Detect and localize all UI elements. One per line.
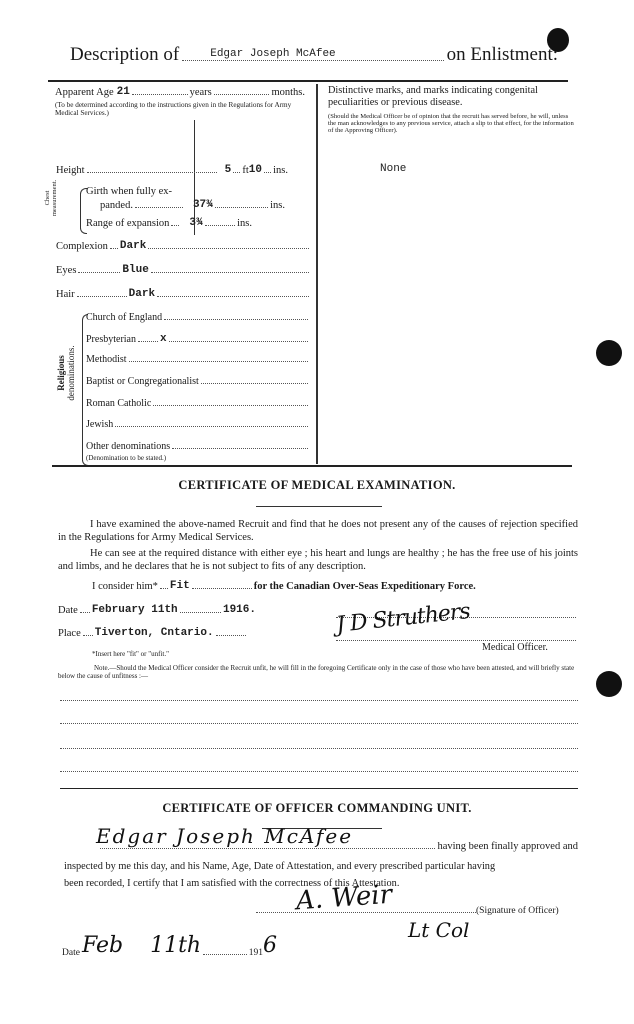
- girth-ins-dots: [215, 207, 268, 208]
- eyes-value: Blue: [122, 264, 149, 276]
- place-dots-b: [216, 635, 246, 636]
- recruit-name: Edgar Joseph McAfee: [210, 48, 336, 60]
- officer-signature: A. Weir: [295, 879, 393, 917]
- hair-label: Hair: [56, 289, 75, 300]
- officer-year-suffix: 6: [263, 933, 277, 958]
- range-dots: [171, 225, 179, 226]
- religion-label: Other denominations: [86, 441, 171, 452]
- date-dots-a: [80, 612, 90, 613]
- officer-line-1: [98, 841, 578, 852]
- religion-row: [86, 398, 310, 409]
- hair-row: [56, 288, 311, 300]
- religion-row: [86, 376, 310, 387]
- punch-hole-bottom: [596, 671, 622, 697]
- religion-dots: [153, 405, 308, 406]
- religion-dots: [164, 319, 308, 320]
- girth-label-2: panded.: [100, 200, 133, 211]
- medical-paragraph-2: He can see at the required distance with either eye ; his heart and lungs are healthy ; he has the free use of his joints and limbs, and he declares that he is not subject to fits of any description.: [58, 548, 578, 572]
- religion-row: [86, 419, 310, 430]
- fitness-row: [92, 580, 572, 592]
- medical-date-label: Date: [58, 605, 78, 616]
- religion-side-label-1: Religious: [56, 355, 66, 391]
- title-prefix: Description of: [70, 44, 180, 65]
- months-label: months.: [271, 87, 306, 98]
- date-dots-b: [180, 612, 221, 613]
- officer-date-row: [62, 933, 277, 958]
- consider-label: I consider him*: [92, 581, 158, 592]
- age-value: 21: [116, 86, 130, 98]
- range-ins-label: ins.: [237, 218, 252, 229]
- medical-date-value: February 11th: [91, 604, 178, 616]
- range-ins-dots: [205, 225, 236, 226]
- medical-place-label: Place: [58, 628, 81, 639]
- name-dots: [100, 848, 435, 849]
- height-ins-label: ins.: [273, 165, 289, 176]
- medical-date-row: [58, 604, 256, 616]
- complexion-row: [56, 240, 311, 252]
- age-dots: [132, 94, 188, 95]
- age-row: [55, 86, 305, 98]
- hair-dots-b: [157, 296, 309, 297]
- hair-value: Dark: [128, 288, 156, 300]
- page-title: [70, 44, 558, 66]
- religion-dots: [201, 383, 308, 384]
- distinctive-marks-value: None: [380, 163, 407, 175]
- religion-dots: [172, 448, 308, 449]
- range-value: 3¾: [189, 217, 203, 229]
- eyes-dots-a: [78, 272, 120, 273]
- religion-row: [86, 441, 310, 452]
- religion-label: Church of England: [86, 312, 163, 323]
- officer-year-prefix: 191: [248, 948, 263, 958]
- recruit-signature: Edgar Joseph McAfee: [96, 824, 354, 848]
- unfit-note: Note.—Should the Medical Officer consider the Recruit unfit, he will fill in the foregoing Certificate only in the case of those who have been attested, and will briefly state below the cause of unfitness :—: [58, 664, 575, 680]
- ft-label: ft: [242, 165, 249, 176]
- punch-hole-middle: [596, 340, 622, 366]
- religion-row: [86, 333, 310, 345]
- insert-note: *Insert here "fit" or "unfit.": [92, 650, 169, 658]
- religion-mark: x: [160, 333, 167, 345]
- officer-date-dots: [203, 954, 247, 955]
- force-label: for the Canadian Over-Seas Expeditionary Force.: [253, 581, 476, 592]
- column-divider: [316, 84, 318, 464]
- medical-officer-signature: J D Struthers: [335, 599, 471, 638]
- religion-side-label-2: denominations.: [66, 345, 76, 401]
- unfitness-line: [60, 771, 578, 772]
- range-label: Range of expansion: [86, 218, 170, 229]
- medical-title-rule: [256, 506, 382, 507]
- other-denomination-note: (Denomination to be stated.): [86, 454, 167, 462]
- religion-row: [86, 354, 310, 365]
- religion-label: Jewish: [86, 419, 114, 430]
- medical-signature-line-2: [336, 640, 576, 641]
- complexion-value: Dark: [119, 240, 147, 252]
- header-rule: [48, 80, 568, 82]
- officer-date-value: Feb 11th: [81, 933, 202, 958]
- religion-label: Presbyterian: [86, 334, 136, 345]
- years-label: years: [189, 87, 212, 98]
- age-label: Apparent Age: [55, 87, 114, 98]
- religion-label: Roman Catholic: [86, 398, 152, 409]
- age-note: (To be determined according to the instructions given in the Regulations for Army Medical Services.): [55, 101, 292, 117]
- religion-dots: [115, 426, 308, 427]
- religion-dots: [138, 341, 158, 342]
- officer-rank-initials: Lt Col: [408, 918, 470, 942]
- unfitness-line: [60, 700, 578, 701]
- unfitness-line: [60, 748, 578, 749]
- officer-line-2: inspected by me this day, and his Name, Age, Date of Attestation, and every prescribed particular having: [64, 861, 496, 872]
- girth-dots: [135, 207, 183, 208]
- distinctive-marks-note: (Should the Medical Officer be of opinion that the recruit has served before, he will, unless the man acknowledges to any previous service, attach a slip to that effect, for the information of the Approving Officer).: [328, 113, 574, 135]
- fit-dots-a: [160, 588, 168, 589]
- unfitness-line: [60, 723, 578, 724]
- height-row: [56, 164, 288, 176]
- in-dots: [264, 172, 271, 173]
- signature-of-officer-label: (Signature of Officer): [476, 906, 559, 916]
- medical-certificate-title: CERTIFICATE OF MEDICAL EXAMINATION.: [178, 478, 456, 492]
- religion-side-label: [56, 328, 76, 418]
- fit-dots-b: [192, 588, 252, 589]
- height-in-value: 10: [248, 164, 262, 176]
- complexion-dots-a: [110, 248, 118, 249]
- ft-dots: [233, 172, 240, 173]
- officer-date-label: Date: [62, 948, 80, 958]
- height-ft-value: 5: [224, 164, 232, 176]
- range-row: [86, 217, 252, 229]
- distinctive-marks-heading: Distinctive marks, and marks indicating congenital peculiarities or previous disease.: [328, 85, 538, 108]
- chest-side-label: Chest measurement.: [44, 179, 58, 217]
- religion-dots: [129, 361, 308, 362]
- officer-signature-line: [256, 912, 476, 913]
- religion-label: Baptist or Congregationalist: [86, 376, 199, 387]
- fitness-value: Fit: [169, 580, 190, 592]
- eyes-dots-b: [151, 272, 309, 273]
- eyes-label: Eyes: [56, 265, 77, 276]
- girth-label-1: Girth when fully ex-: [86, 186, 173, 197]
- girth-ins-label: ins.: [270, 200, 285, 211]
- height-dots: [87, 172, 217, 173]
- title-suffix: on Enlistment:: [446, 44, 558, 65]
- hair-dots-a: [77, 296, 127, 297]
- medical-place-row: [58, 627, 248, 639]
- eyes-row: [56, 264, 311, 276]
- months-dots: [214, 94, 270, 95]
- officer-line-3: been recorded, I certify that I am satisfied with the correctness of this Attestation.: [64, 878, 400, 889]
- officer-certificate-title: CERTIFICATE OF OFFICER COMMANDING UNIT.: [162, 801, 472, 815]
- medical-place-value: Tiverton, Cntario.: [94, 627, 214, 639]
- medical-paragraph-1: I have examined the above-named Recruit and find that he does not present any of the causes of rejection specified in the Regulations for Army Medical Services.: [58, 519, 578, 543]
- complexion-dots-b: [148, 248, 309, 249]
- girth-row: [100, 199, 285, 211]
- section-rule: [52, 465, 572, 467]
- complexion-label: Complexion: [56, 241, 108, 252]
- officer-line-1-tail: having been finally approved and: [437, 841, 578, 852]
- height-label: Height: [56, 165, 85, 176]
- medical-officer-label: Medical Officer.: [482, 642, 548, 653]
- section-rule: [60, 788, 578, 789]
- religion-row: [86, 312, 310, 323]
- place-dots-a: [83, 635, 93, 636]
- religion-dots: [169, 341, 308, 342]
- girth-value: 37¾: [192, 199, 213, 211]
- religion-label: Methodist: [86, 354, 127, 365]
- medical-year-value: 1916.: [222, 604, 256, 616]
